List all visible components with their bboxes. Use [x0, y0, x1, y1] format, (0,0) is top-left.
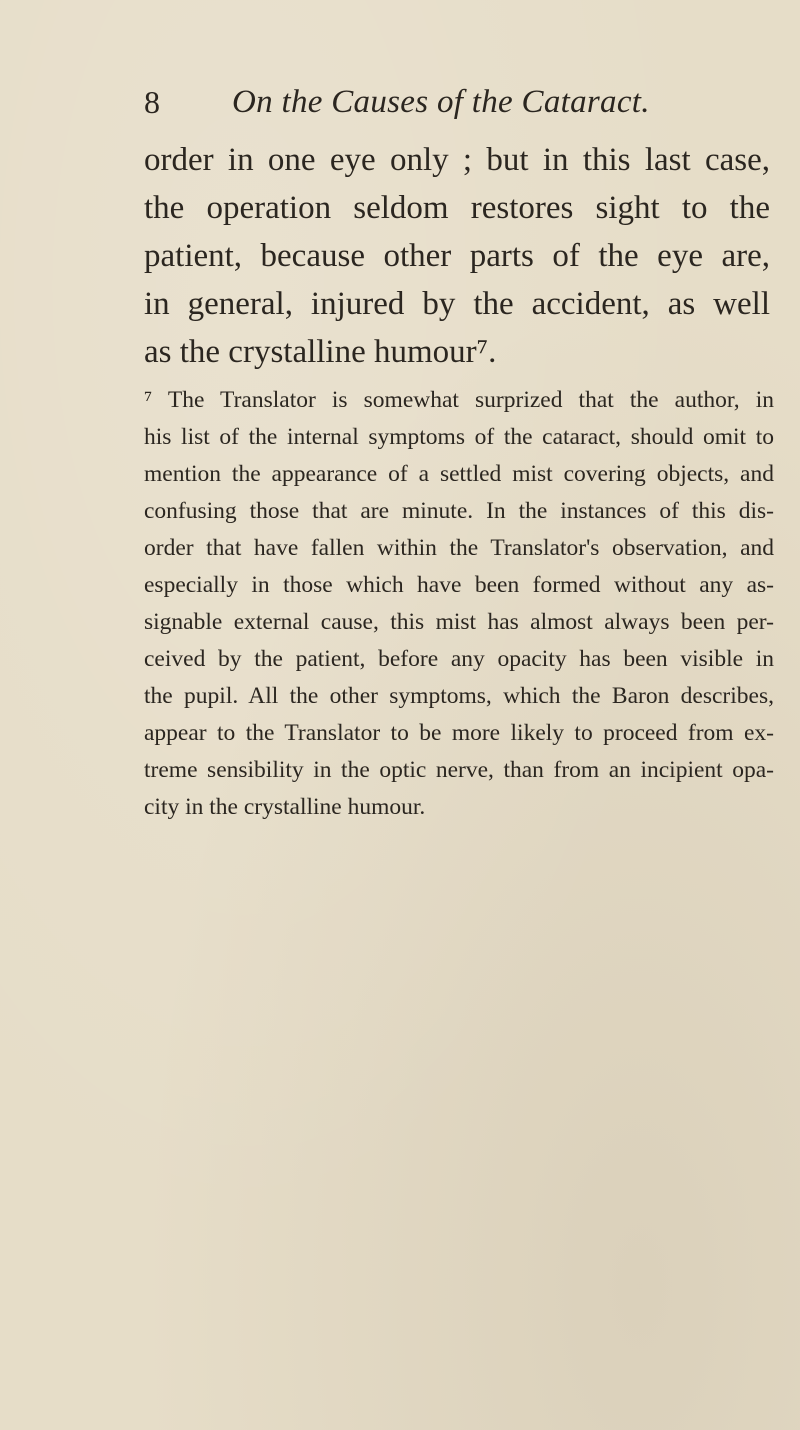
footnote-line: ⁷ The Translator is somewhat surprized that the author, in — [144, 387, 774, 413]
body-line: the operation seldom restores sight to the — [144, 190, 770, 226]
footnote-line: order that have fallen within the Translator's observation, and — [144, 535, 774, 561]
body-line: patient, because other parts of the eye are, — [144, 238, 770, 274]
page-header — [0, 82, 800, 122]
footnote-line: especially in those which have been formed without any as- — [144, 572, 774, 598]
footnote-line: signable external cause, this mist has almost always been per- — [144, 609, 774, 635]
footnote-line: the pupil. All the other symptoms, which the Baron describes, — [144, 683, 774, 709]
footnote-line: appear to the Translator to be more likely to proceed from ex- — [144, 720, 774, 746]
main-text — [144, 136, 770, 376]
footnote-line: treme sensibility in the optic nerve, than from an incipient opa- — [144, 757, 774, 783]
footnote-line: his list of the internal symptoms of the cataract, should omit to — [144, 424, 774, 450]
body-line: order in one eye only ; but in this last case, — [144, 142, 770, 178]
footnote-line: mention the appearance of a settled mist covering objects, and — [144, 461, 774, 487]
running-title: On the Causes of the Cataract. — [232, 84, 650, 120]
page-number: 8 — [144, 84, 160, 120]
body-line: as the crystalline humour⁷. — [144, 334, 497, 370]
footnote-line: city in the crystalline humour. — [144, 794, 426, 820]
footnote — [144, 382, 774, 826]
footnote-line: ceived by the patient, before any opacity has been visible in — [144, 646, 774, 672]
body-line: in general, injured by the accident, as well — [144, 286, 770, 322]
footnote-line: confusing those that are minute. In the instances of this dis- — [144, 498, 774, 524]
